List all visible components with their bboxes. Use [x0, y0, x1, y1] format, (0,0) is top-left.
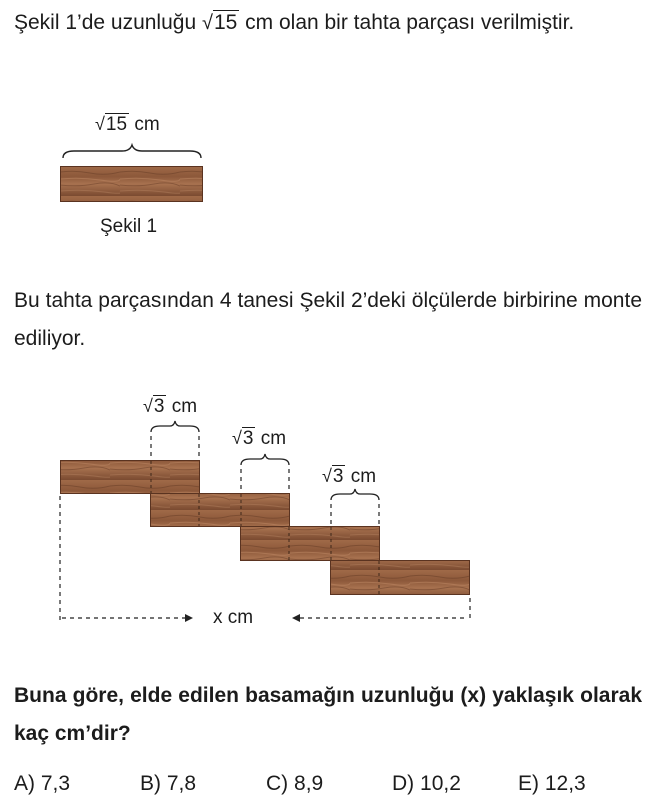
choice-a-value: 7,3	[40, 772, 71, 795]
overlap-2-unit: cm	[260, 428, 287, 449]
overlap-label-3: √3 cm	[322, 466, 377, 487]
overlap-3-unit: cm	[350, 466, 377, 487]
figure2-staircase	[50, 420, 480, 635]
wood-plank-2	[151, 494, 290, 527]
figure1-wood-plank	[60, 166, 203, 202]
choice-b[interactable]	[140, 767, 196, 801]
choice-c-letter: C)	[266, 772, 289, 795]
figure1-unit: cm	[134, 114, 160, 135]
wood-plank-1	[61, 461, 200, 494]
choice-a[interactable]	[14, 767, 70, 801]
choice-d-value: 10,2	[420, 772, 461, 795]
arrow-left-icon	[292, 614, 300, 622]
wood-plank-4	[331, 561, 470, 595]
answer-choices	[14, 767, 644, 801]
intro-text-before: Şekil 1’de uzunluğu	[14, 11, 197, 34]
choice-e-value: 12,3	[544, 772, 586, 795]
overlap-3-radicand: 3	[332, 466, 344, 487]
wood-plank-3	[241, 527, 380, 561]
choice-e[interactable]	[518, 767, 586, 801]
overlap-brace-3	[331, 489, 379, 500]
intro-text-after: cm olan bir tahta parçası verilmiştir.	[245, 11, 575, 34]
figure1-brace	[60, 142, 204, 162]
middle-text: Bu tahta parçasından 4 tanesi Şekil 2’deki ölçülerde birbirine monte ediliyor.	[14, 289, 642, 350]
choice-e-letter: E)	[518, 772, 539, 795]
overlap-label-1: √3 cm	[143, 396, 198, 417]
overlap-brace-1	[151, 421, 199, 432]
overlap-1-radicand: 3	[153, 396, 165, 417]
sqrt-15-expression: √15	[201, 11, 238, 34]
intro-text	[14, 4, 642, 42]
choice-d-letter: D)	[392, 772, 415, 795]
figure1-radicand: 15	[105, 114, 128, 135]
figure1-caption: Şekil 1	[100, 216, 158, 237]
overlap-brace-2	[241, 454, 289, 465]
question-text: Buna göre, elde edilen basamağın uzunluğu (x) yaklaşık olarak kaç cm’dir?	[14, 684, 642, 745]
total-length-label: x cm	[213, 607, 254, 628]
choice-b-value: 7,8	[166, 772, 197, 795]
overlap-1-unit: cm	[171, 396, 198, 417]
figure1-length-label: √15 cm	[95, 114, 160, 135]
choice-c[interactable]	[266, 767, 323, 801]
choice-b-letter: B)	[140, 772, 161, 795]
arrow-right-icon	[185, 614, 193, 622]
overlap-label-2: √3 cm	[232, 428, 287, 449]
overlap-2-radicand: 3	[242, 428, 254, 449]
choice-c-value: 8,9	[294, 772, 324, 795]
sqrt-radicand: 15	[213, 11, 238, 34]
choice-d[interactable]	[392, 767, 461, 801]
choice-a-letter: A)	[14, 772, 35, 795]
